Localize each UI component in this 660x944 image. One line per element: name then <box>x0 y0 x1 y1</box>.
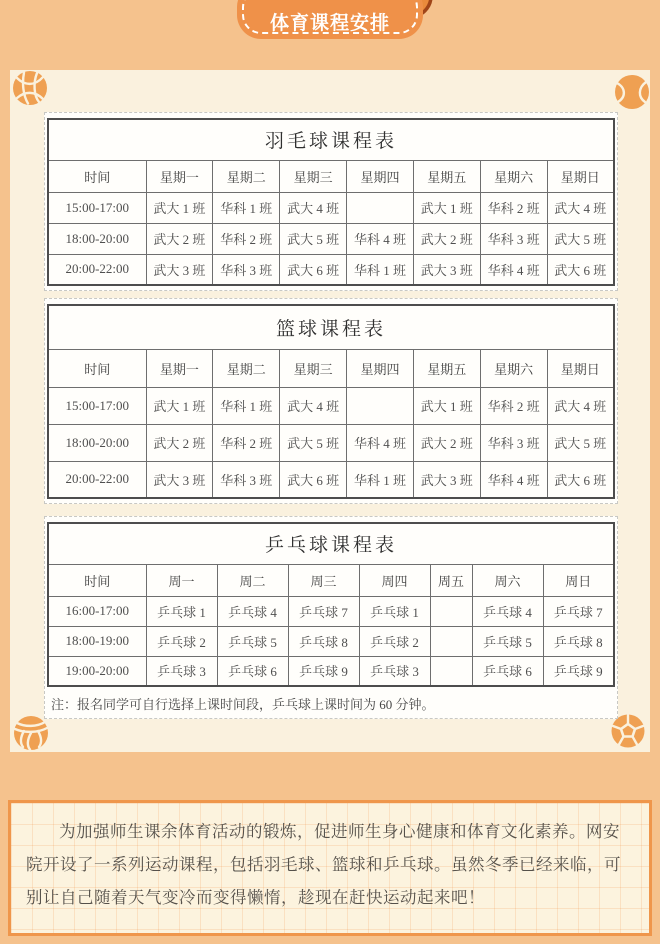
class-cell: 乒乓球 6 <box>472 656 543 686</box>
class-cell: 华科 2 班 <box>213 424 280 461</box>
column-header: 星期六 <box>480 349 547 387</box>
class-cell: 华科 2 班 <box>213 223 280 254</box>
class-cell: 乒乓球 8 <box>288 626 359 656</box>
schedule-panel <box>10 70 650 752</box>
class-cell: 武大 2 班 <box>146 424 213 461</box>
time-cell: 20:00-22:00 <box>48 254 146 285</box>
class-cell: 武大 4 班 <box>547 192 614 223</box>
time-cell: 15:00-17:00 <box>48 387 146 424</box>
class-cell: 武大 6 班 <box>547 461 614 498</box>
class-cell: 乒乓球 9 <box>543 656 614 686</box>
class-cell: 华科 1 班 <box>347 254 414 285</box>
class-cell: 武大 2 班 <box>413 223 480 254</box>
intro-paragraph: 为加强师生课余体育活动的锻炼，促进师生身心健康和体育文化素养。网安院开设了一系列运动课程，包括羽毛球、篮球和乒乓球。虽然冬季已经来临，可别让自己随着天气变冷而变得懒惰，趁现在赶快运动起来吧！ <box>26 823 621 907</box>
pingpong-schedule-card <box>44 516 618 719</box>
class-cell: 武大 3 班 <box>146 254 213 285</box>
column-header: 星期五 <box>413 160 480 192</box>
schedule-note: 注：报名同学可自行选择上课时间段，乒乓球上课时间为 60 分钟。 <box>51 697 435 712</box>
column-header: 星期四 <box>347 349 414 387</box>
class-cell: 武大 3 班 <box>413 254 480 285</box>
class-cell: 武大 4 班 <box>280 192 347 223</box>
column-header: 星期一 <box>146 160 213 192</box>
class-cell: 华科 1 班 <box>347 461 414 498</box>
class-cell: 华科 4 班 <box>480 461 547 498</box>
class-cell <box>430 656 472 686</box>
class-cell: 华科 4 班 <box>347 223 414 254</box>
column-header: 周四 <box>359 564 430 596</box>
class-cell: 华科 2 班 <box>480 192 547 223</box>
class-cell: 华科 4 班 <box>347 424 414 461</box>
class-cell: 华科 3 班 <box>213 461 280 498</box>
class-cell: 华科 3 班 <box>480 223 547 254</box>
class-cell: 乒乓球 6 <box>217 656 288 686</box>
column-header: 时间 <box>48 349 146 387</box>
time-cell: 18:00-20:00 <box>48 424 146 461</box>
class-cell <box>430 596 472 626</box>
time-cell: 15:00-17:00 <box>48 192 146 223</box>
class-cell: 乒乓球 3 <box>359 656 430 686</box>
class-cell: 武大 3 班 <box>146 461 213 498</box>
class-cell: 乒乓球 2 <box>359 626 430 656</box>
column-header: 星期一 <box>146 349 213 387</box>
title-badge <box>237 0 423 39</box>
basketball-schedule-card <box>44 298 618 504</box>
table-title: 羽毛球课程表 <box>48 119 614 160</box>
class-cell: 武大 6 班 <box>547 254 614 285</box>
soccer-ball-icon <box>611 714 645 748</box>
class-cell: 乒乓球 9 <box>288 656 359 686</box>
tennis-ball-icon <box>615 75 649 109</box>
class-cell: 武大 2 班 <box>413 424 480 461</box>
column-header: 周六 <box>472 564 543 596</box>
table-row <box>48 424 614 461</box>
column-header: 星期日 <box>547 349 614 387</box>
table-row <box>48 596 614 626</box>
column-header: 星期三 <box>280 160 347 192</box>
class-cell: 武大 1 班 <box>146 387 213 424</box>
column-header: 周日 <box>543 564 614 596</box>
class-cell: 华科 1 班 <box>213 192 280 223</box>
volleyball-icon <box>14 716 48 750</box>
class-cell: 武大 1 班 <box>413 387 480 424</box>
pingpong-table <box>47 522 615 687</box>
class-cell: 武大 6 班 <box>280 254 347 285</box>
column-header: 星期三 <box>280 349 347 387</box>
class-cell: 华科 4 班 <box>480 254 547 285</box>
class-cell: 乒乓球 2 <box>146 626 217 656</box>
column-header: 星期二 <box>213 349 280 387</box>
column-header: 星期五 <box>413 349 480 387</box>
basketball-icon <box>13 71 47 105</box>
column-header: 周五 <box>430 564 472 596</box>
class-cell: 武大 4 班 <box>547 387 614 424</box>
column-header: 星期二 <box>213 160 280 192</box>
class-cell: 乒乓球 5 <box>217 626 288 656</box>
page-title: 体育课程安排 <box>269 13 390 34</box>
time-cell: 19:00-20:00 <box>48 656 146 686</box>
class-cell: 乒乓球 1 <box>146 596 217 626</box>
class-cell: 乒乓球 4 <box>472 596 543 626</box>
table-row <box>48 387 614 424</box>
column-header: 星期四 <box>347 160 414 192</box>
intro-card <box>8 800 652 936</box>
class-cell: 武大 5 班 <box>547 424 614 461</box>
class-cell <box>430 626 472 656</box>
column-header: 周三 <box>288 564 359 596</box>
class-cell <box>347 192 414 223</box>
class-cell: 华科 2 班 <box>480 387 547 424</box>
time-cell: 18:00-19:00 <box>48 626 146 656</box>
time-cell: 18:00-20:00 <box>48 223 146 254</box>
column-header: 时间 <box>48 160 146 192</box>
badminton-schedule-card <box>44 112 618 291</box>
class-cell: 武大 1 班 <box>146 192 213 223</box>
class-cell: 乒乓球 7 <box>543 596 614 626</box>
class-cell: 乒乓球 5 <box>472 626 543 656</box>
class-cell: 华科 3 班 <box>213 254 280 285</box>
column-header: 时间 <box>48 564 146 596</box>
class-cell: 华科 3 班 <box>480 424 547 461</box>
table-title: 乒乓球课程表 <box>48 523 614 564</box>
basketball-table <box>47 304 615 499</box>
class-cell: 华科 1 班 <box>213 387 280 424</box>
class-cell: 武大 5 班 <box>547 223 614 254</box>
class-cell: 乒乓球 3 <box>146 656 217 686</box>
class-cell: 武大 5 班 <box>280 424 347 461</box>
column-header: 星期日 <box>547 160 614 192</box>
column-header: 周一 <box>146 564 217 596</box>
class-cell: 乒乓球 1 <box>359 596 430 626</box>
class-cell: 武大 3 班 <box>413 461 480 498</box>
table-row <box>48 254 614 285</box>
class-cell: 武大 6 班 <box>280 461 347 498</box>
table-row <box>48 626 614 656</box>
class-cell: 武大 4 班 <box>280 387 347 424</box>
class-cell: 乒乓球 8 <box>543 626 614 656</box>
class-cell: 乒乓球 7 <box>288 596 359 626</box>
badminton-table <box>47 118 615 286</box>
class-cell: 武大 5 班 <box>280 223 347 254</box>
class-cell <box>347 387 414 424</box>
table-row <box>48 192 614 223</box>
time-cell: 20:00-22:00 <box>48 461 146 498</box>
time-cell: 16:00-17:00 <box>48 596 146 626</box>
column-header: 周二 <box>217 564 288 596</box>
table-row <box>48 223 614 254</box>
class-cell: 乒乓球 4 <box>217 596 288 626</box>
table-title: 篮球课程表 <box>48 305 614 349</box>
class-cell: 武大 2 班 <box>146 223 213 254</box>
class-cell: 武大 1 班 <box>413 192 480 223</box>
column-header: 星期六 <box>480 160 547 192</box>
table-row <box>48 656 614 686</box>
table-row <box>48 461 614 498</box>
